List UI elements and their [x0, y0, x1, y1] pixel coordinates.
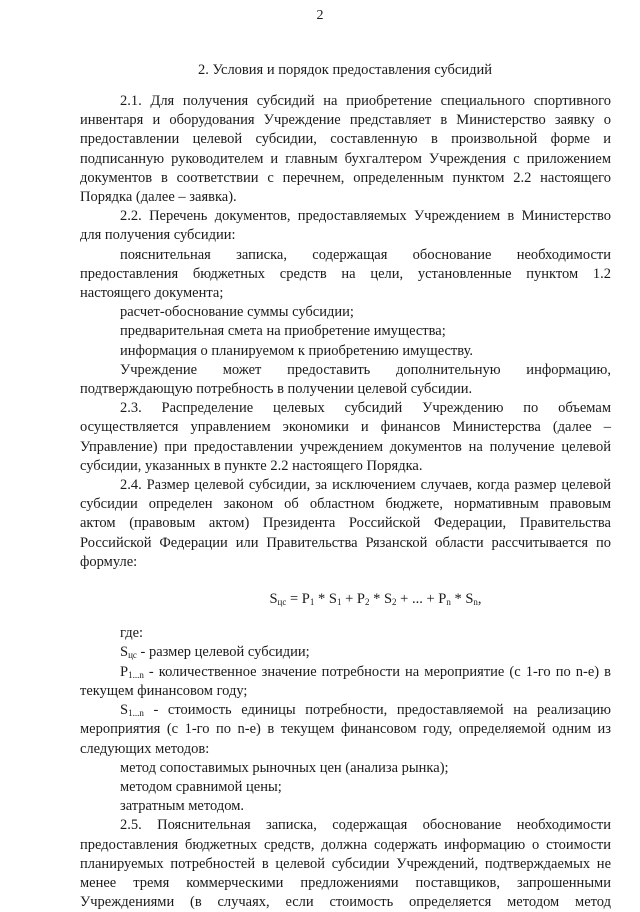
definition-text: - размер целевой субсидии;: [136, 644, 310, 661]
paragraph-line: следующих методов:: [80, 740, 210, 757]
formula-part: P: [356, 591, 365, 608]
formula-part: P: [438, 591, 447, 608]
paragraph-line: Учреждение может предоставить дополнительную информацию,: [120, 361, 611, 378]
formula-part: *: [314, 591, 329, 608]
list-item: методом сравнимой цены;: [120, 778, 282, 795]
paragraph-line: документов в соответствии с перечнем, определенным пунктом 2.2 настоящего: [80, 169, 611, 186]
formula-part: S: [328, 591, 337, 608]
formula-part: n: [473, 597, 478, 608]
formula-part: =: [286, 591, 302, 608]
formula-part: *: [450, 591, 466, 608]
paragraph-line: субсидии определен законом об областном бюджете, нормативным правовым: [80, 496, 611, 513]
paragraph-line: мероприятия (с 1-го по n-е) в текущем финансовом году, определяемой одним из: [80, 721, 611, 738]
paragraph-line: 2.1. Для получения субсидий на приобретение специального спортивного: [120, 93, 611, 109]
formula-part: 1: [309, 597, 315, 608]
formula-part: + ... +: [396, 591, 439, 608]
formula-part: S: [465, 591, 474, 608]
paragraph-line: Российской Федерации или Правительства Рязанской области рассчитывается по: [80, 534, 611, 551]
paragraph-line: Учреждениями (в случаях, если стоимость определяется методом метод: [80, 894, 611, 911]
formula-part: S: [269, 591, 278, 608]
section-title: 2. Условия и порядок предоставления субсидий: [197, 62, 492, 78]
paragraph-line: предоставления бюджетных средств на цели, установленные пунктом 1.2: [80, 265, 611, 282]
document-body: [80, 92, 611, 912]
paragraph-line: осуществляется управлением экономики и финансов Министерства (далее –: [80, 419, 611, 436]
definition-text: - количественное значение потребности на мероприятие (с 1-го по n-е) в: [143, 663, 611, 680]
definition-symbol: S: [120, 702, 129, 719]
paragraph-line: предоставления бюджетных средств, должна содержать информацию о стоимости: [80, 836, 611, 853]
page-number: 2: [316, 8, 324, 23]
list-item: метод сопоставимых рыночных цен (анализа рынка);: [120, 759, 449, 776]
paragraph-line: предоставлении целевой субсидии, составленную в произвольной форме и: [80, 131, 611, 148]
definition-text: - стоимость единицы потребности, предоставляемой на реализацию: [143, 702, 611, 719]
paragraph-line: менее тремя коммерческими предложениями поставщиков, запрошенными: [80, 874, 611, 891]
formula-part: +: [341, 591, 357, 608]
list-item: пояснительная записка, содержащая обоснование необходимости: [120, 246, 611, 263]
definition-line: [80, 701, 611, 720]
paragraph-line: настоящего документа;: [80, 285, 224, 302]
paragraph-line: формуле:: [80, 553, 138, 570]
paragraph-line: для получения субсидии:: [80, 227, 236, 244]
paragraph-line: Порядка (далее – заявка).: [80, 189, 237, 206]
formula-part: n: [446, 597, 451, 608]
list-item: расчет-обоснование суммы субсидии;: [120, 304, 354, 321]
formula-part: 2: [364, 597, 370, 608]
definition-subscript: цс: [128, 650, 137, 661]
paragraph-line: 2.5. Пояснительная записка, содержащая обоснование необходимости: [120, 817, 611, 834]
formula-part: S: [383, 591, 393, 608]
list-item: информация о планируемом к приобретению имуществу.: [120, 342, 474, 359]
definition-symbol: P: [120, 663, 129, 680]
paragraph-line: Управление) при предоставлении учреждением документов на получение целевой: [80, 438, 611, 455]
paragraph-line: подписанную руководителем и главным бухгалтером Учреждения с приложением: [80, 150, 611, 167]
definition-line: [80, 643, 611, 662]
formula-part: *: [369, 591, 384, 608]
definition-symbol: S: [120, 644, 129, 661]
list-item: предварительная смета на приобретение имущества;: [120, 323, 446, 340]
paragraph-line: где:: [120, 625, 144, 642]
list-item: затратным методом.: [120, 798, 244, 815]
formula-part: ,: [477, 591, 482, 608]
paragraph-line: планируемых потребностей в целевой субсидии Учреждений, подтверждаемых не: [80, 855, 611, 872]
paragraph-line: субсидии, указанных в пункте 2.2 настоящего Порядка.: [80, 457, 423, 474]
paragraph-line: 2.3. Распределение целевых субсидий Учреждению по объемам: [120, 400, 611, 417]
paragraph-line: 2.4. Размер целевой субсидии, за исключением случаев, когда размер целевой: [120, 477, 611, 494]
formula-part: 1: [336, 597, 342, 608]
paragraph-line: инвентаря и оборудования Учреждение представляет в Министерство заявку о: [80, 112, 611, 129]
definition-subscript: 1...n: [128, 708, 144, 719]
definition-subscript: 1...n: [128, 669, 144, 680]
formula-part: 2: [392, 597, 397, 608]
paragraph-line: текущем финансовом году;: [80, 682, 248, 699]
paragraph-line: актом (правовым актом) Президента Российской Федерации, Правительства: [80, 515, 611, 532]
subsidy-formula: [80, 590, 611, 609]
formula-part: P: [301, 591, 310, 608]
paragraph-line: 2.2. Перечень документов, предоставляемых Учреждением в Министерство: [120, 208, 611, 225]
definition-line: [80, 663, 611, 682]
paragraph-line: подтверждающую потребность в получении целевой субсидии.: [80, 381, 473, 398]
formula-part: цс: [277, 597, 287, 608]
